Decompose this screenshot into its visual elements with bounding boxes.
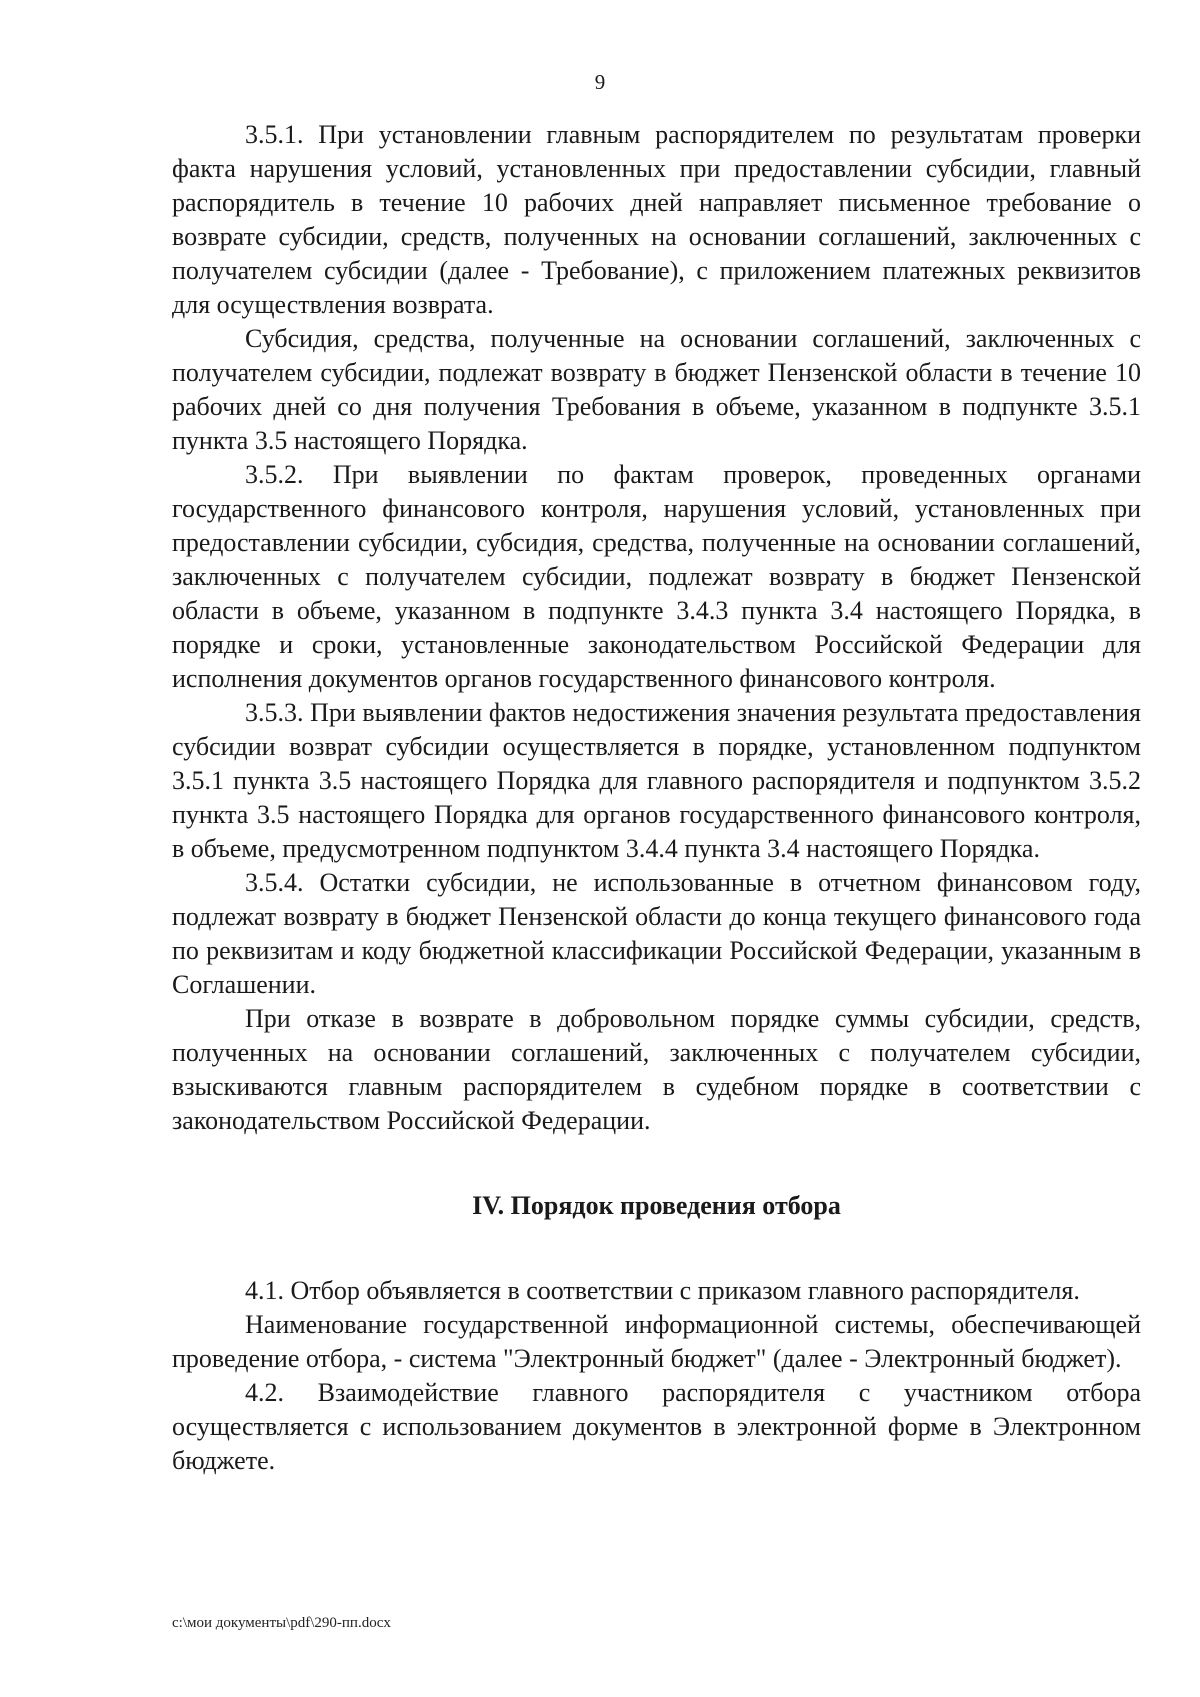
- footer-file-path: c:\мои документы\pdf\290-пп.docx: [172, 1615, 391, 1631]
- page-number: 9: [594, 70, 606, 94]
- paragraph-4-2: 4.2. Взаимодействие главного распорядителя с участником отбора осуществляется с использованием документов в электронной форме в Электронном бюджете.: [172, 1378, 1141, 1475]
- paragraph-3-5-3: 3.5.3. При выявлении фактов недостижения значения результата предоставления субсидии возврат субсидии осуществляется в порядке, установленном подпунктом 3.5.1 пункта 3.5 настоящего Порядка для главного распорядителя и подпунктом 3.5.2 пункта 3.5 настоящего Порядка для органов государственного финансового контроля, в объеме, предусмотренном подпунктом 3.4.4 пункта 3.4 настоящего Порядка.: [172, 698, 1141, 863]
- paragraph-3-5-4: 3.5.4. Остатки субсидии, не использованные в отчетном финансовом году, подлежат возврату в бюджет Пензенской области до конца текущего финансового года по реквизитам и коду бюджетной классификации Российской Федерации, указанным в Соглашении.: [172, 868, 1141, 999]
- paragraph-4-1: 4.1. Отбор объявляется в соответствии с приказом главного распорядителя.: [245, 1276, 1080, 1305]
- section-heading: IV. Порядок проведения отбора: [472, 1191, 841, 1220]
- paragraph-3-5-2: 3.5.2. При выявлении по фактам проверок, проведенных органами государственного финансового контроля, нарушения условий, установленных при предоставлении субсидии, субсидия, средства, полученные на основании соглашений, заключенных с получателем субсидии, подлежат возврату в бюджет Пензенской области в объеме, указанном в подпункте 3.4.3 пункта 3.4 настоящего Порядка, в порядке и сроки, установленные законодательством Российской Федерации для исполнения документов органов государственного финансового контроля.: [172, 460, 1141, 693]
- paragraph-system-name: Наименование государственной информационной системы, обеспечивающей проведение отбора, - система "Электронный бюджет" (далее - Электронный бюджет).: [172, 1310, 1141, 1373]
- paragraph-refusal: При отказе в возврате в добровольном порядке суммы субсидии, средств, полученных на основании соглашений, заключенных с получателем субсидии, взыскиваются главным распорядителем в судебном порядке в соответствии с законодательством Российской Федерации.: [172, 1004, 1141, 1135]
- paragraph-subsidy-return: Субсидия, средства, полученные на основании соглашений, заключенных с получателем субсидии, подлежат возврату в бюджет Пензенской области в течение 10 рабочих дней со дня получения Требования в объеме, указанном в подпункте 3.5.1 пункта 3.5 настоящего Порядка.: [172, 324, 1141, 455]
- document-body: [172, 118, 1141, 1478]
- paragraph-3-5-1: 3.5.1. При установлении главным распорядителем по результатам проверки факта нарушения условий, установленных при предоставлении субсидии, главный распорядитель в течение 10 рабочих дней направляет письменное требование о возврате субсидии, средств, полученных на основании соглашений, заключенных с получателем субсидии (далее - Требование), с приложением платежных реквизитов для осуществления возврата.: [172, 120, 1141, 319]
